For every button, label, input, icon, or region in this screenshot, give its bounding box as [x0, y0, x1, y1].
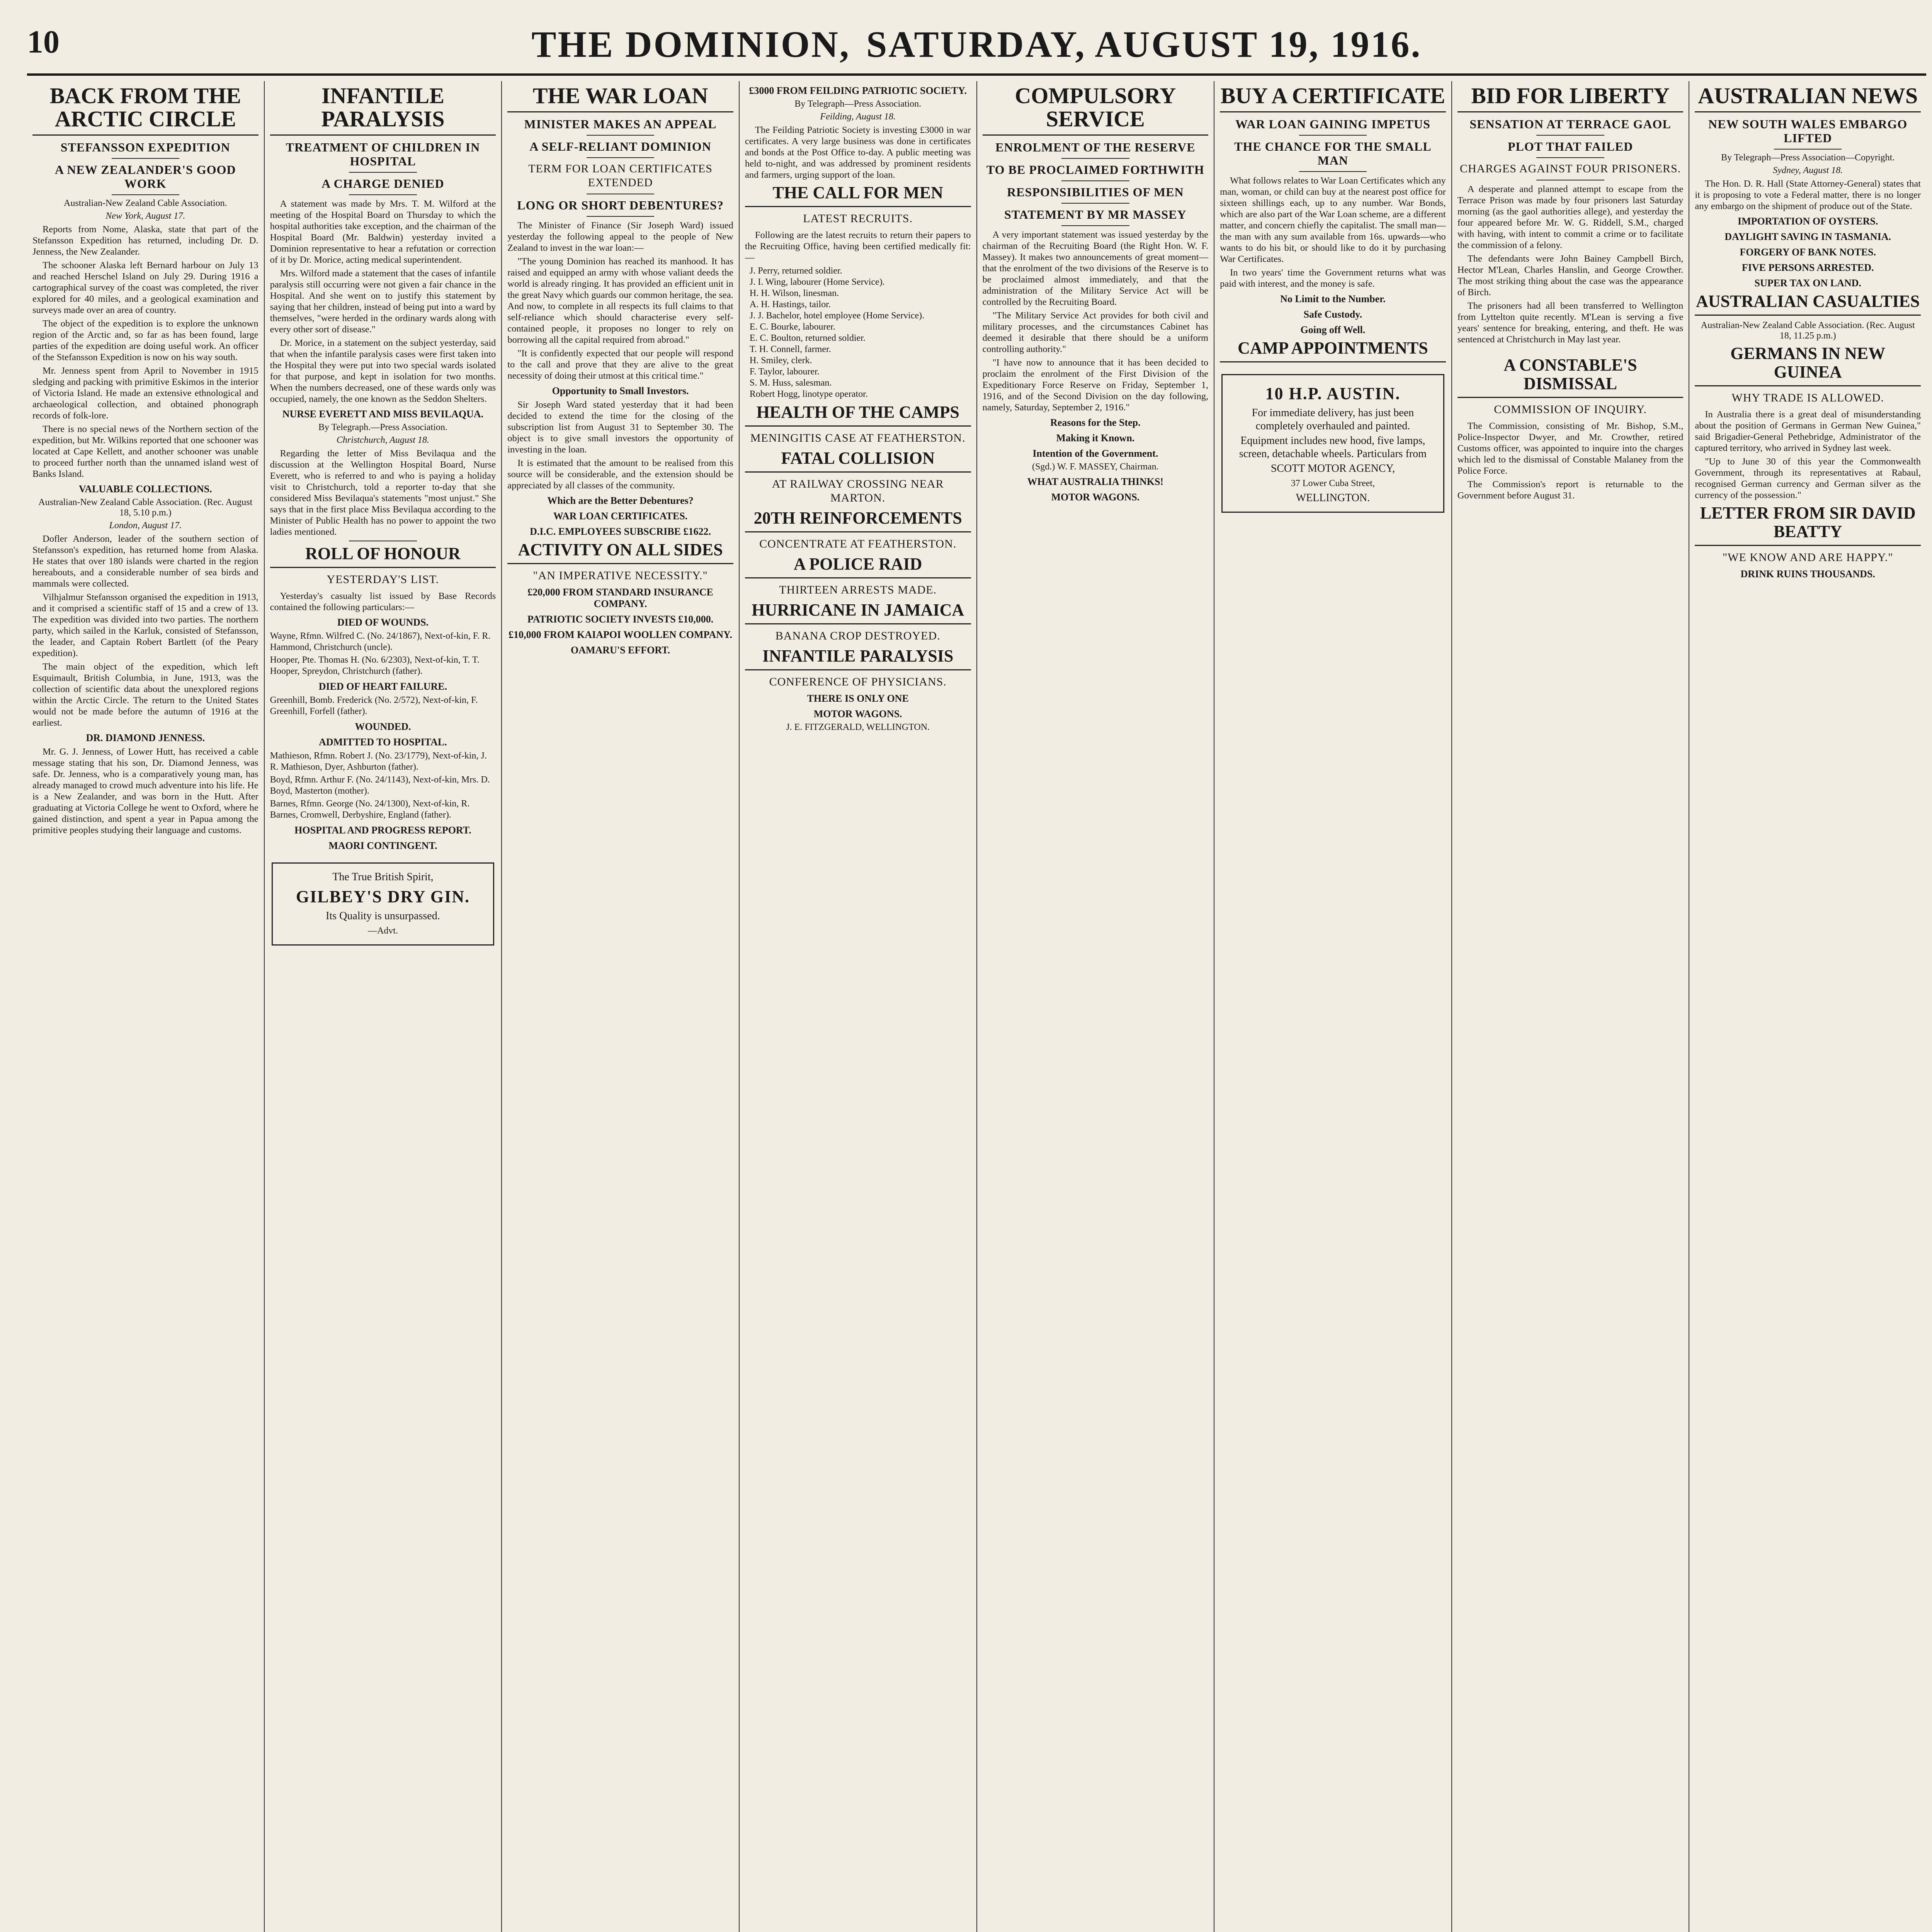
deck: CHARGES AGAINST FOUR PRISONERS. [1459, 162, 1681, 175]
deck: NEW SOUTH WALES EMBARGO LIFTED [1708, 117, 1908, 145]
subheading: DRINK RUINS THOUSANDS. [1740, 568, 1875, 580]
credit: Australian-New Zealand Cable Association. (Rec. August 18, 5.10 p.m.) [38, 497, 253, 518]
subheading: MAORI CONTINGENT. [328, 840, 437, 851]
dateline: New York, August 17. [105, 211, 185, 221]
roll-entry: Hooper, Pte. Thomas H. (No. 6/2303), Next-of-kin, T. T. Hooper, Spreydon, Christchurch (father). [270, 655, 480, 676]
subheading: Going off Well. [1300, 324, 1366, 335]
dateline: Sydney, August 18. [1773, 165, 1843, 175]
subheading: £3000 FROM FEILDING PATRIOTIC SOCIETY. [749, 85, 967, 96]
paragraph: Vilhjalmur Stefansson organised the expedition in 1913, and it comprised a scientific staff of 15 and a crew of 13. The expedition was divided into two parties. The northern party, which sailed in the Karluk, consisted of Stefansson, the leader, and Captain Robert Bartlett (of the Peary expedition). [32, 592, 259, 658]
deck: COMMISSION OF INQUIRY. [1494, 403, 1647, 416]
headline: LETTER FROM SIR DAVID BEATTY [1695, 504, 1921, 546]
paragraph: The Hon. D. R. Hall (State Attorney-General) states that it is proposing to vote a Federal matter, there is no longer any embargo on the shipment of produce out of the State. [1695, 179, 1921, 211]
paragraph: "The young Dominion has reached its manhood. It has raised and equipped an army with whose valiant deeds the world is already ringing. It has provided an efficient unit in the great Navy which guards our common heritage, the sea. And now, to complete in all respects its full claims to that self-reliance which should characterise every self-contained people, it proposes no longer to rely on borrowing all the capital required from abroad." [507, 256, 733, 345]
credit: Australian-New Zealand Cable Association. (Rec. August 18, 11.25 p.m.) [1701, 320, 1915, 341]
subheading: WAR LOAN CERTIFICATES. [553, 510, 688, 522]
paragraph: Dr. Morice, in a statement on the subject yesterday, said that when the infantile paralysis cases were first taken into the Hospital they were put into two special wards isolated for that purpose, and kept in isolation for two months. When the numbers decreased, one of these wards only was occupied, namely, the one known as the Seddon Shelters. [270, 338, 496, 404]
subheading: PATRIOTIC SOCIETY INVESTS £10,000. [527, 614, 714, 625]
austin-car-advertisement [1221, 374, 1444, 513]
credit: By Telegraph—Press Association. [794, 99, 922, 109]
headline: HEALTH OF THE CAMPS [745, 403, 971, 427]
subheading: THERE IS ONLY ONE [807, 693, 909, 704]
subheading: MOTOR WAGONS. [813, 708, 902, 719]
subheading: Making it Known. [1056, 432, 1135, 444]
paragraph: "I have now to announce that it has been decided to proclaim the enrolment of the First Division of the Expeditionary Force Reserve on Friday, September 1, 1916, and of the Second Division on the day following, namely, Saturday, September 2, 1916." [982, 357, 1209, 413]
story-paralysis [270, 84, 496, 852]
paragraph: "Up to June 30 of this year the Commonwealth Government, through its representatives at Rabaul, recognised German currency and German silver as the currency of the possession." [1695, 456, 1921, 500]
headline: ACTIVITY ON ALL SIDES [507, 541, 733, 564]
recruit-entry: E. C. Bourke, labourer. [749, 322, 835, 332]
subheading: DIED OF HEART FAILURE. [318, 681, 447, 692]
dateline: London, August 17. [109, 520, 182, 531]
recruit-entry: J. Perry, returned soldier. [749, 266, 842, 276]
subheading: Safe Custody. [1303, 309, 1362, 320]
paragraph: In two years' time the Government returns what was paid with interest, and the money is safe. [1220, 267, 1446, 289]
recruit-entry: T. H. Connell, farmer. [749, 344, 831, 354]
roll-entry: Mathieson, Rfmn. Robert J. (No. 23/1779), Next-of-kin, J. R. Mathieson, Dyer, Ashburton (father). [270, 751, 487, 772]
story-australian [1695, 84, 1921, 580]
subheading: MOTOR WAGONS. [1051, 492, 1140, 503]
credit: By Telegraph.—Press Association. [318, 422, 447, 432]
story-liberty [1458, 84, 1684, 345]
paragraph: Mr. G. J. Jenness, of Lower Hutt, has received a cable message stating that his son, Dr. Diamond Jenness, was safe. Dr. Jenness, who is a comparatively young man, has already managed to crowd much adventure into his life. He is a New Zealander, and was born in the Hutt. After graduating at Victoria College he went to Oxford, where he gained distinction, and spent a year in Papua among the primitive peoples studying their language and customs. [32, 747, 259, 835]
headline: INFANTILE PARALYSIS [745, 647, 971, 670]
recruit-entry: E. C. Boulton, returned soldier. [749, 333, 866, 343]
deck: ENROLMENT OF THE RESERVE [995, 140, 1196, 154]
newspaper-name: THE DOMINION, [531, 24, 850, 65]
deck: A NEW ZEALANDER'S GOOD WORK [55, 163, 236, 190]
column-paralysis [264, 81, 502, 1932]
headline: ROLL OF HONOUR [270, 544, 496, 568]
paragraph: A statement was made by Mrs. T. M. Wilford at the meeting of the Hospital Board on Thursday to which the hospital authorities take exception, and the chairman of the Hospital Board (Mr. Baldwin) yesterday invited a Dominion representative to hear a refutation or correction of it by Dr. Morice, acting medical superintendent. [270, 199, 496, 265]
dateline: Feilding, August 18. [820, 112, 896, 122]
column-liberty [1451, 81, 1689, 1932]
story-compulsory [983, 84, 1209, 503]
story-arctic [32, 84, 259, 836]
deck: CONCENTRATE AT FEATHERSTON. [759, 537, 957, 550]
column-war-loan [501, 81, 739, 1932]
recruit-entry: Robert Hogg, linotype operator. [749, 389, 868, 399]
headline: BID FOR LIBERTY [1458, 84, 1684, 112]
headline: THE WAR LOAN [507, 84, 733, 112]
paragraph: Regarding the letter of Miss Bevilaqua and the discussion at the Wellington Hospital Board, Nurse Everett, who is referred to and who is paying a holiday visit to Christchurch, told a reporter to-day that she considered Miss Bevilaqua's statements "most unjust." She says that in the first place Miss Bevilaqua according to the Minister of Public Health has no power to appoint the two ladies mentioned. [270, 448, 496, 537]
paragraph: Reports from Nome, Alaska, state that part of the Stefansson Expedition has returned, including Dr. D. Jenness, the New Zealander. [32, 224, 259, 257]
paragraph: Dofler Anderson, leader of the southern section of Stefansson's expedition, has returned home from Alaska. He states that over 180 islands were charted in the region hereabouts, and a considerable number of sea birds and mammals were collected. [32, 534, 259, 589]
recruit-entry: J. J. Bachelor, hotel employee (Home Service). [749, 311, 925, 321]
ad-line: For immediate delivery, has just been completely overhauled and painted. [1252, 407, 1414, 432]
subheading: Opportunity to Small Investors. [552, 385, 689, 396]
headline: INFANTILE PARALYSIS [270, 84, 496, 136]
recruit-entry: A. H. Hastings, tailor. [749, 299, 831, 310]
subheading: OAMARU'S EFFORT. [570, 645, 670, 656]
headline: HURRICANE IN JAMAICA [745, 601, 971, 624]
paragraph: A desperate and planned attempt to escape from the Terrace Prison was made by four prisoners last Saturday morning (as the gaol authorities allege), and yesterday the four appeared before Mr. W. G. Riddell, S.M., charged with having, with intent to commit a crime or to facilitate the commission of a felony. [1457, 184, 1684, 250]
ad-line: WELLINGTON. [1296, 492, 1370, 504]
deck: YESTERDAY'S LIST. [327, 573, 439, 586]
recruit-entry: J. I. Wing, labourer (Home Service). [749, 277, 885, 287]
page-number: 10 [27, 24, 60, 60]
subheading: £10,000 FROM KAIAPOI WOOLLEN COMPANY. [509, 629, 732, 640]
deck: WAR LOAN GAINING IMPETUS [1235, 117, 1430, 131]
headline: BACK FROM THE ARCTIC CIRCLE [32, 84, 259, 136]
paragraph: A very important statement was issued yesterday by the chairman of the Recruiting Board (the Right Hon. W. F. Massey). It makes two announcements of great moment—that the enrolment of the two divisions of the Reserve is to be proclaimed almost immediately, and that the administration of the Military Service Act will be controlled by the Recruiting Board. [982, 230, 1209, 307]
paragraph: Following are the latest recruits to return their papers to the Recruiting Office, having been certified medically fit:— [745, 230, 971, 263]
subheading: WOUNDED. [355, 721, 411, 732]
deck: SENSATION AT TERRACE GAOL [1469, 117, 1671, 131]
subheading: Intention of the Government. [1032, 448, 1158, 459]
headline: BUY A CERTIFICATE [1220, 84, 1446, 112]
deck: TREATMENT OF CHILDREN IN HOSPITAL [286, 140, 480, 168]
columns [27, 81, 1926, 1932]
deck: RESPONSIBILITIES OF MEN [1007, 185, 1184, 199]
paragraph: The main object of the expedition, which left Esquimault, British Columbia, in June, 1913, was the collection of scientific data about the unexplored regions within the Arctic Circle. The return to the United States would not be made before the autumn of 1916 at the earliest. [32, 662, 259, 728]
subheading: Which are the Better Debentures? [547, 495, 694, 506]
story-constable [1458, 356, 1684, 501]
paragraph: "It is confidently expected that our people will respond to the call and prove that they are alive to the great necessity of doing their utmost at this critical time." [507, 348, 733, 381]
paragraph: Sir Joseph Ward stated yesterday that it had been decided to extend the time for the closing of the subscription list from August 31 to September 30. The object is to give small investors the opportunity of investing in the loan. [507, 400, 733, 455]
story-certificate [1220, 84, 1446, 362]
roll-entry: Boyd, Rfmn. Arthur F. (No. 24/1143), Next-of-kin, Mrs. D. Boyd, Masterton (mother). [270, 775, 490, 796]
paragraph: The Commission's report is returnable to the Government before August 31. [1457, 479, 1684, 501]
deck: THE CHANCE FOR THE SMALL MAN [1234, 139, 1432, 167]
deck: BANANA CROP DESTROYED. [775, 629, 940, 642]
gin-advertisement [272, 862, 495, 946]
subheading: No Limit to the Number. [1280, 293, 1386, 304]
deck: MENINGITIS CASE AT FEATHERSTON. [750, 432, 966, 444]
story-feilding [745, 85, 971, 733]
headline: A POLICE RAID [745, 555, 971, 578]
paragraph: The object of the expedition is to explore the unknown region of the Arctic and, so far as has been found, large parties of the expedition are doing useful work. An officer of the Stefansson Expedition is now on his way south. [32, 318, 259, 362]
ad-line: Its Quality is unsurpassed. [326, 910, 440, 922]
subheading: HOSPITAL AND PROGRESS REPORT. [294, 825, 471, 836]
paragraph: In Australia there is a great deal of misunderstanding about the position of Germans in German New Guinea," said Brigadier-General Pethebridge, Administrator of the captured territory, who arrived in Sydney last week. [1695, 409, 1921, 453]
recruit-entry: S. M. Huss, salesman. [749, 378, 832, 388]
column-certificate [1214, 81, 1451, 1932]
ad-line: The True British Spirit, [332, 871, 434, 883]
recruit-entry: F. Taylor, labourer. [749, 367, 820, 377]
paragraph: The Minister of Finance (Sir Joseph Ward) issued yesterday the following appeal to the people of New Zealand to invest in the war loan:— [507, 220, 733, 253]
paragraph: What follows relates to War Loan Certificates which any man, woman, or child can buy at the nearest post office for sixteen shillings each, up to any number. War Bonds, which are also part of the War Loan scheme, are a different matter, and concern chiefly the capitalist. The small man—the man with any sum available from 16s. upwards—who wants to do his bit, or should like to do it by purchasing War Certificates. [1220, 175, 1446, 264]
headline: THE CALL FOR MEN [745, 184, 971, 207]
headline: AUSTRALIAN CASUALTIES [1695, 292, 1921, 316]
masthead-title [27, 19, 1926, 67]
recruit-entry: H. H. Wilson, linesman. [749, 288, 839, 298]
deck: PLOT THAT FAILED [1507, 139, 1633, 153]
column-australian [1689, 81, 1926, 1932]
masthead [27, 15, 1926, 76]
ad-line: 37 Lower Cuba Street, [1291, 478, 1375, 488]
subheading: WHAT AUSTRALIA THINKS! [1027, 476, 1164, 487]
headline: AUSTRALIAN NEWS [1695, 84, 1921, 112]
subheading: DR. DIAMOND JENNESS. [86, 732, 205, 743]
ad-line: —Advt. [367, 926, 398, 936]
roll-entry: Barnes, Rfmn. George (No. 24/1300), Next-of-kin, R. Barnes, Cromwell, Derbyshire, England (father). [270, 799, 470, 820]
column-feilding [739, 81, 976, 1932]
deck: AT RAILWAY CROSSING NEAR MARTON. [772, 478, 944, 504]
deck: "AN IMPERATIVE NECESSITY." [533, 569, 708, 582]
paragraph: There is no special news of the Northern section of the expedition, but Mr. Wilkins reported that one schooner was located at Cape Kellett, and another schooner was unable to proceed further north than the unnamed island west of Banks Island. [32, 424, 259, 479]
dateline: Christchurch, August 18. [336, 435, 429, 445]
paragraph: The prisoners had all been transferred to Wellington from Lyttelton quite recently. M'Lean is serving a five years' sentence for breaking, entering, and theft. He was sentenced at Christchurch in May last year. [1457, 301, 1684, 345]
deck: STATEMENT BY MR MASSEY [1004, 207, 1187, 221]
paragraph: The defendants were John Bainey Campbell Birch, Hector M'Lean, Charles Hanslin, and George Crowther. The most striking thing about the case was the appearance of Birch. [1457, 253, 1684, 298]
ad-line: Equipment includes new hood, five lamps, screen, detachable wheels. Particulars from [1239, 435, 1427, 460]
credit: By Telegraph—Press Association—Copyright. [1721, 153, 1895, 163]
subheading: NURSE EVERETT AND MISS BEVILAQUA. [282, 408, 484, 420]
deck: THIRTEEN ARRESTS MADE. [779, 583, 937, 596]
subheading: ADMITTED TO HOSPITAL. [319, 736, 447, 748]
deck: MINISTER MAKES AN APPEAL [524, 117, 717, 131]
subheading: DAYLIGHT SAVING IN TASMANIA. [1725, 231, 1891, 242]
subheading: £20,000 FROM STANDARD INSURANCE COMPANY. [527, 587, 713, 609]
signoff: (Sgd.) W. F. MASSEY, Chairman. [1032, 462, 1159, 472]
headline: CAMP APPOINTMENTS [1220, 339, 1446, 362]
subheading: IMPORTATION OF OYSTERS. [1738, 216, 1878, 227]
column-compulsory [976, 81, 1214, 1932]
subheading: D.I.C. EMPLOYEES SUBSCRIBE £1622. [530, 526, 711, 537]
signoff: J. E. FITZGERALD, WELLINGTON. [786, 722, 930, 732]
paragraph: It is estimated that the amount to be realised from this source will be considerable, and the extension should be appreciated by all classes of the community. [507, 458, 733, 491]
deck: CONFERENCE OF PHYSICIANS. [769, 675, 947, 688]
headline: COMPULSORY SERVICE [983, 84, 1209, 136]
deck: "WE KNOW AND ARE HAPPY." [1722, 551, 1893, 564]
deck: TO BE PROCLAIMED FORTHWITH [986, 163, 1204, 177]
paragraph: Mr. Jenness spent from April to November in 1915 sledging and packing with primitive Eskimos in the interior of Victoria Island. He made an extensive ethnological and archaeological collection, and obtained phonograph records of folk-lore. [32, 366, 259, 421]
deck: WHY TRADE IS ALLOWED. [1731, 391, 1884, 404]
roll-entry: Greenhill, Bomb. Frederick (No. 2/572), Next-of-kin, F. Greenhill, Forfell (father). [270, 695, 478, 716]
subheading: FIVE PERSONS ARRESTED. [1742, 262, 1874, 273]
subheading: DIED OF WOUNDS. [337, 617, 429, 628]
paragraph: The Feilding Patriotic Society is investing £3000 in war certificates. A very large business was done in certificates and bonds at the Post Office to-day. A public meeting was held to-night, and was addressed by prominent residents and farmers, urging support of the loan. [745, 125, 971, 180]
deck: A SELF-RELIANT DOMINION [529, 139, 711, 153]
deck: A CHARGE DENIED [321, 177, 444, 190]
paragraph: The schooner Alaska left Bernard harbour on July 13 and reached Herschel Island on July 29. During 1916 a cartographical survey of the coast was completed, the river explored for 40 miles, and a geological examination and surveys made over an area of country. [32, 260, 259, 315]
paragraph: "The Military Service Act provides for both civil and military processes, and the circumstances Cabinet has deemed it desirable that there should be a uniform controlling authority." [982, 310, 1209, 354]
subheading: SUPER TAX ON LAND. [1754, 277, 1861, 289]
ad-brand: GILBEY'S DRY GIN. [296, 887, 470, 906]
ad-line: SCOTT MOTOR AGENCY, [1270, 463, 1395, 474]
deck: LATEST RECRUITS. [803, 212, 913, 225]
recruit-entry: H. Smiley, clerk. [749, 355, 812, 366]
headline: 20TH REINFORCEMENTS [745, 509, 971, 532]
column-arctic [27, 81, 264, 1932]
ad-title: 10 H.P. AUSTIN. [1265, 384, 1401, 403]
deck: STEFANSSON EXPEDITION [60, 140, 230, 154]
deck: TERM FOR LOAN CERTIFICATES EXTENDED [528, 162, 713, 189]
subheading: VALUABLE COLLECTIONS. [78, 483, 212, 495]
issue-date: SATURDAY, AUGUST 19, 1916. [866, 24, 1422, 65]
story-war-loan [507, 84, 733, 656]
subheading: FORGERY OF BANK NOTES. [1740, 247, 1876, 258]
credit: Australian-New Zealand Cable Association. [64, 198, 227, 208]
headline: A CONSTABLE'S DISMISSAL [1458, 356, 1684, 398]
paragraph: Yesterday's casualty list issued by Base Records contained the following particulars:— [270, 591, 496, 612]
deck: LONG OR SHORT DEBENTURES? [517, 198, 724, 212]
paragraph: Mrs. Wilford made a statement that the cases of infantile paralysis still occurring were not given a fair chance in the Hospital. And she went on to justify this statement by saying that her children, instead of being put into a ward by themselves, "were herded in the ordinary wards along with every other sort of disease." [270, 268, 496, 335]
roll-entry: Wayne, Rfmn. Wilfred C. (No. 24/1867), Next-of-kin, F. R. Hammond, Christchurch (uncle). [270, 631, 491, 652]
headline: FATAL COLLISION [745, 449, 971, 473]
paragraph: The Commission, consisting of Mr. Bishop, S.M., Police-Inspector Dwyer, and Mr. Crowther, retired Customs officer, was appointed to inquire into the charges which led to the dismissal of Constable Malaney from the Police Force. [1457, 421, 1684, 476]
subheading: Reasons for the Step. [1050, 417, 1141, 428]
headline: GERMANS IN NEW GUINEA [1695, 344, 1921, 386]
